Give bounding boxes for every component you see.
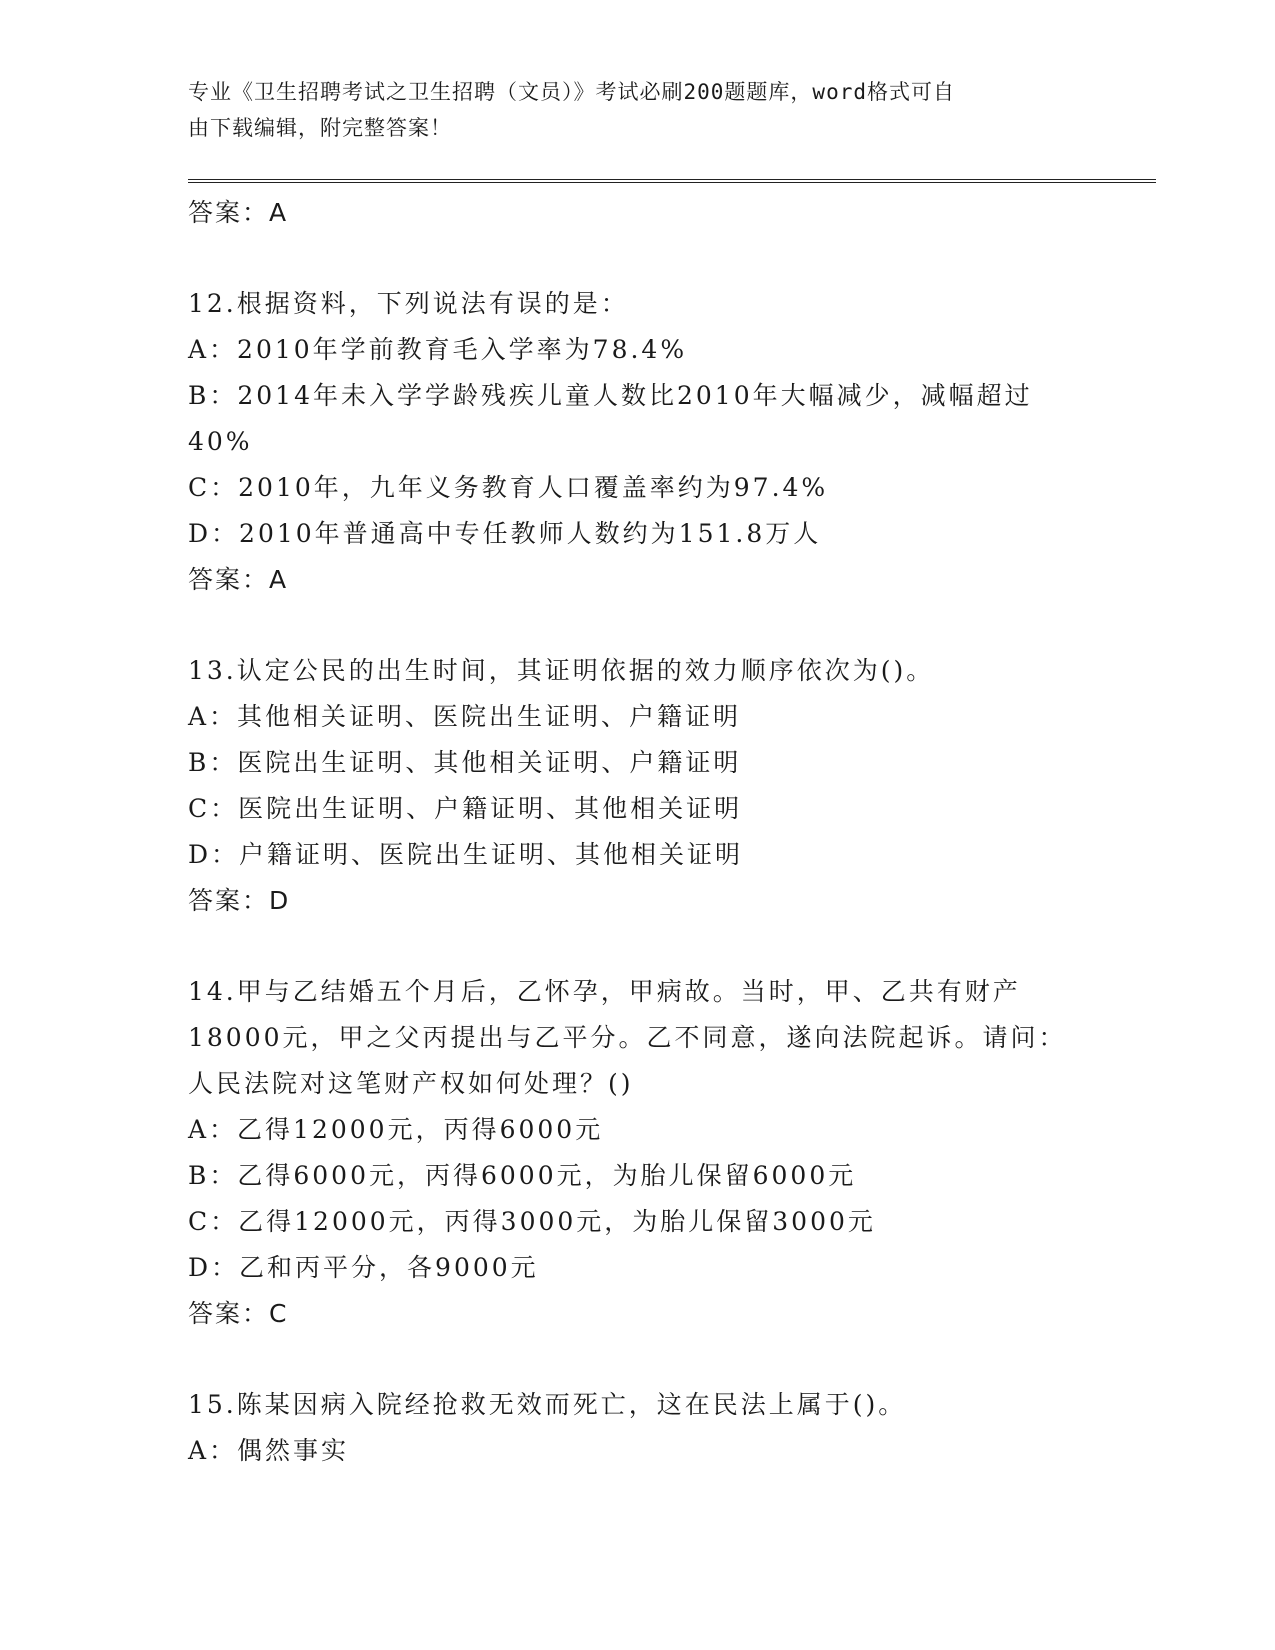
option-a: A：其他相关证明、医院出生证明、户籍证明 xyxy=(188,702,742,731)
question-stem-continued: 人民法院对这笔财产权如何处理？() xyxy=(188,1069,634,1098)
option-c: C：医院出生证明、户籍证明、其他相关证明 xyxy=(188,794,743,823)
question-block-12 xyxy=(188,281,1128,603)
spacer xyxy=(188,924,1128,969)
answer-line: 答案：A xyxy=(188,565,289,594)
option-a: A：偶然事实 xyxy=(188,1436,350,1465)
question-stem: 13.认定公民的出生时间，其证明依据的效力顺序依次为()。 xyxy=(188,656,935,685)
header-divider xyxy=(188,179,1156,183)
option-a: A：2010年学前教育毛入学率为78.4% xyxy=(188,335,688,364)
option-b: B：医院出生证明、其他相关证明、户籍证明 xyxy=(188,748,742,777)
option-a: A：乙得12000元，丙得6000元 xyxy=(188,1115,604,1144)
option-d: D：乙和丙平分，各9000元 xyxy=(188,1253,539,1282)
option-b: B：2014年未入学学龄残疾儿童人数比2010年大幅减少，减幅超过 xyxy=(188,381,1033,410)
option-d: D：户籍证明、医院出生证明、其他相关证明 xyxy=(188,840,744,869)
question-stem: 14.甲与乙结婚五个月后，乙怀孕，甲病故。当时，甲、乙共有财产 xyxy=(188,977,1021,1006)
question-block-14 xyxy=(188,969,1128,1337)
option-b: B：乙得6000元，丙得6000元，为胎儿保留6000元 xyxy=(188,1161,857,1190)
answer-line: 答案：C xyxy=(188,1299,289,1328)
spacer xyxy=(188,236,1128,281)
question-block-15 xyxy=(188,1382,1128,1474)
spacer xyxy=(188,1337,1128,1382)
option-c: C：2010年，九年义务教育人口覆盖率约为97.4% xyxy=(188,473,829,502)
question-stem-continued: 18000元，甲之父丙提出与乙平分。乙不同意，遂向法院起诉。请问： xyxy=(188,1023,1067,1052)
option-b-continued: 40% xyxy=(188,427,253,456)
question-list xyxy=(188,190,1128,1474)
header-line-1: 专业《卫生招聘考试之卫生招聘（文员）》考试必刷200题题库，word格式可自 xyxy=(188,80,955,104)
document-header xyxy=(188,74,1068,146)
question-block-13 xyxy=(188,648,1128,924)
question-block-11 xyxy=(188,190,1128,236)
spacer xyxy=(188,603,1128,648)
option-c: C：乙得12000元，丙得3000元，为胎儿保留3000元 xyxy=(188,1207,876,1236)
answer-line: 答案：A xyxy=(188,198,289,227)
option-d: D：2010年普通高中专任教师人数约为151.8万人 xyxy=(188,519,822,548)
answer-line: 答案：D xyxy=(188,886,291,915)
question-stem: 12.根据资料，下列说法有误的是： xyxy=(188,289,629,318)
header-line-2: 由下载编辑，附完整答案！ xyxy=(188,116,452,140)
question-stem: 15.陈某因病入院经抢救无效而死亡，这在民法上属于()。 xyxy=(188,1390,907,1419)
